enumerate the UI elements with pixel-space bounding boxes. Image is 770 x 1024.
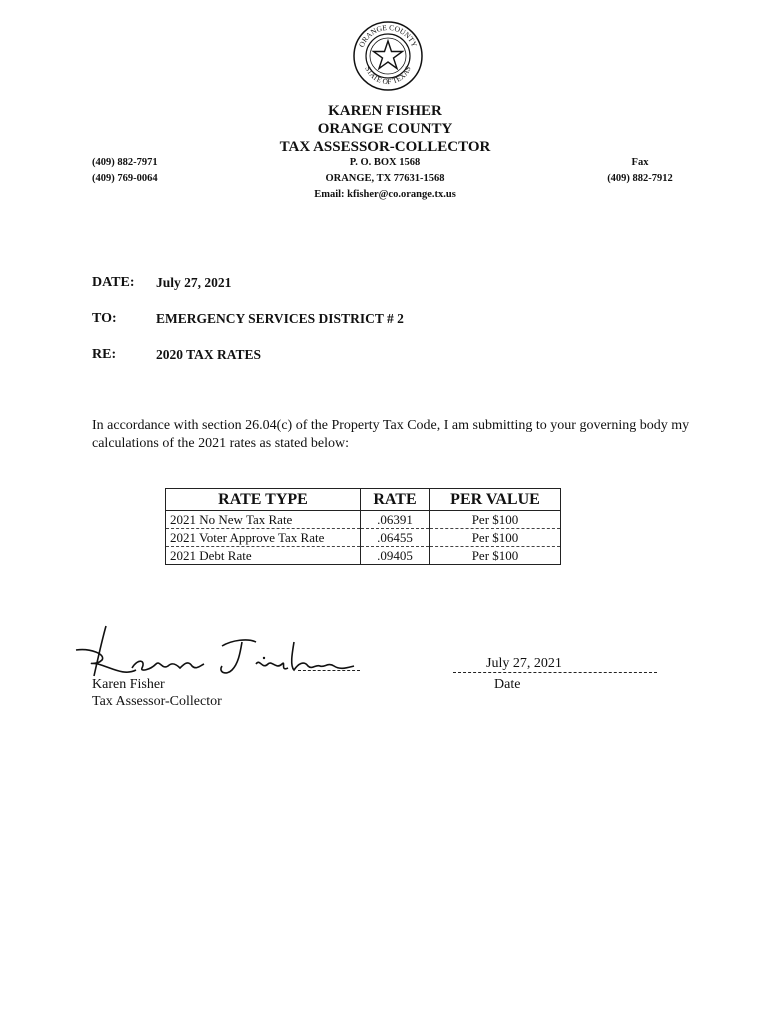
header-city: ORANGE, TX 77631-1568: [325, 173, 445, 184]
rates-header-row: [166, 489, 561, 511]
signature-date-label: Date: [494, 677, 521, 692]
header-title: TAX ASSESSOR-COLLECTOR: [279, 139, 491, 155]
svg-text:ORANGE COUNTY: ORANGE COUNTY: [356, 22, 420, 49]
date-value: July 27, 2021: [156, 275, 232, 290]
signer-name: Karen Fisher: [92, 677, 165, 692]
table-row: [166, 511, 561, 529]
header-per-value: PER VALUE: [430, 489, 561, 511]
rate-cell: .06391: [361, 511, 430, 529]
rate-type-cell: 2021 No New Tax Rate: [166, 511, 361, 529]
fax-number: (409) 882-7912: [607, 173, 673, 184]
per-value-cell: Per $100: [430, 529, 561, 547]
handwritten-signature: [72, 620, 372, 682]
table-row: [166, 529, 561, 547]
date-label: DATE:: [92, 275, 135, 290]
phone-2: (409) 769-0064: [92, 173, 158, 184]
to-label: TO:: [92, 311, 117, 326]
table-row: [166, 547, 561, 565]
header-po-box: P. O. BOX 1568: [349, 157, 421, 168]
per-value-cell: Per $100: [430, 511, 561, 529]
header-name: KAREN FISHER: [328, 103, 442, 119]
rate-type-cell: 2021 Voter Approve Tax Rate: [166, 529, 361, 547]
rate-cell: .09405: [361, 547, 430, 565]
body-paragraph: In accordance with section 26.04(c) of the Property Tax Code, I am submitting to your governing body my calculations of the 2021 rates as stated below:: [92, 418, 690, 451]
header-rate: RATE: [361, 489, 430, 511]
header-email: Email: kfisher@co.orange.tx.us: [314, 189, 456, 200]
rate-cell: .06455: [361, 529, 430, 547]
per-value-cell: Per $100: [430, 547, 561, 565]
signature-date-value: July 27, 2021: [486, 656, 562, 671]
svg-text:STATE OF TEXAS: STATE OF TEXAS: [363, 64, 413, 87]
re-label: RE:: [92, 347, 117, 362]
signature-line: [298, 670, 360, 671]
header-county: ORANGE COUNTY: [317, 121, 453, 137]
signer-title: Tax Assessor-Collector: [92, 694, 222, 709]
phone-1: (409) 882-7971: [92, 157, 158, 168]
date-line: [453, 672, 657, 673]
rates-table: [165, 488, 561, 565]
to-value: EMERGENCY SERVICES DISTRICT # 2: [156, 311, 404, 326]
header-rate-type: RATE TYPE: [166, 489, 361, 511]
fax-label: Fax: [631, 157, 649, 168]
re-value: 2020 TAX RATES: [156, 347, 262, 362]
county-seal: [352, 20, 424, 92]
rate-type-cell: 2021 Debt Rate: [166, 547, 361, 565]
